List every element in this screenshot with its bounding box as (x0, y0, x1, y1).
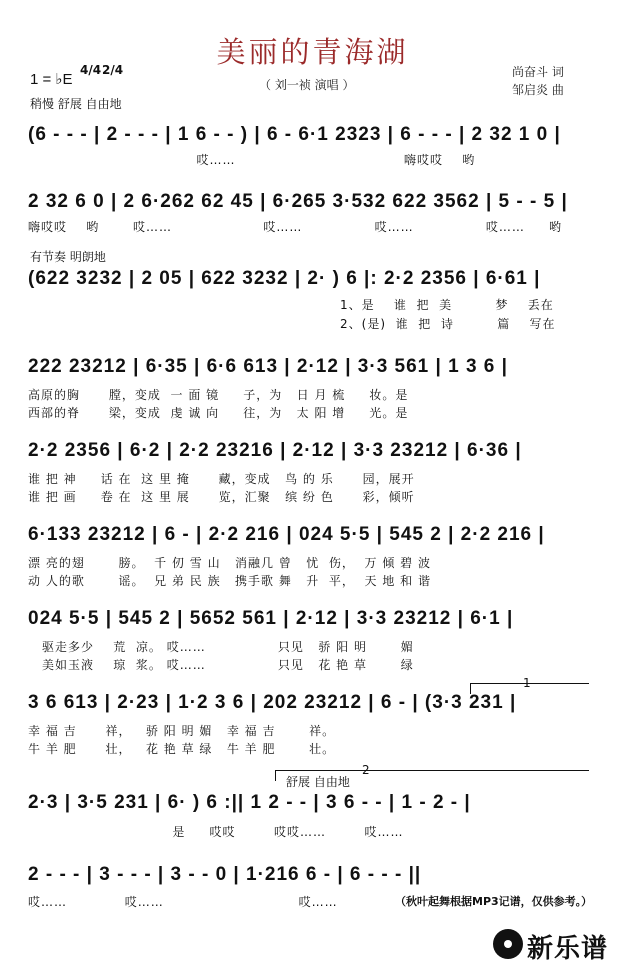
singer-credit: （ 刘一祯 演唱 ） (259, 78, 355, 92)
lyrics-line-9: 是 哎哎 哎哎…… 哎…… (28, 825, 404, 839)
record-disc-icon (493, 929, 523, 959)
logo-text: 新乐谱 (527, 934, 609, 964)
time-signature-4-4: 4/4 (80, 63, 102, 77)
notation-line-4: 222 23212 | 6·35 | 6·6 613 | 2·12 | 3·3 561 | 1 3 6 | (28, 356, 508, 377)
lyrics-line-2: 嗨哎哎 哟 哎…… 哎…… 哎…… 哎…… 哟 (28, 220, 562, 234)
lyrics-verse1-line-3: 1、是 谁 把 美 梦 丢在 (340, 298, 554, 312)
lyrics-verse2-line-8: 牛 羊 肥 壮， 花 艳 草 绿 牛 羊 肥 壮。 (28, 742, 336, 756)
notation-line-6: 6·133 23212 | 6 - | 2·2 216 | 024 5·5 | 545 2 | 2·2 216 | (28, 524, 545, 545)
lyrics-verse1-line-4: 高原的胸 膛，变成 一 面 镜 子，为 日 月 梳 妆。是 (28, 388, 409, 402)
volta-bracket-2: 舒展 自由地 2 (275, 770, 589, 781)
lyrics-verse2-line-6: 动 人的歌 谣。 兄 弟 民 族 携手歌 舞 升 平， 天 地 和 谐 (28, 574, 431, 588)
lyrics-verse2-line-5: 谁 把 画 卷 在 这 里 展 览，汇聚 缤 纷 色 彩，倾听 (28, 490, 415, 504)
lyrics-verse2-line-4: 西部的脊 梁，变成 虔 诚 向 往，为 太 阳 增 光。是 (28, 406, 409, 420)
notation-line-1: (6 - - - | 2 - - - | 1 6 - - ) | 6 - 6·1 2323 | 6 - - - | 2 32 1 0 | (28, 124, 561, 145)
transcription-note: （秋叶起舞根据MP3记谱，仅供参考。） (395, 895, 593, 908)
song-title: 美丽的青海湖 (216, 35, 409, 69)
notation-line-10: 2 - - - | 3 - - - | 3 - - 0 | 1·216 6 - | 6 - - - || (28, 864, 422, 885)
tempo-marking: 稍慢 舒展 自由地 (30, 97, 122, 111)
lyrics-verse2-line-7: 美如玉液 琼 浆。 哎…… 只见 花 艳 草 绿 (42, 658, 414, 672)
notation-line-8: 3 6 613 | 2·23 | 1·2 3 6 | 202 23212 | 6 - | (3·3 231 | (28, 692, 517, 713)
notation-line-7: 024 5·5 | 545 2 | 5652 561 | 2·12 | 3·3 23212 | 6·1 | (28, 608, 514, 629)
key-signature: 1 = ♭E (30, 71, 73, 88)
site-logo (493, 927, 618, 964)
lyrics-verse1-line-8: 幸 福 吉 祥， 骄 阳 明 媚 幸 福 吉 祥。 (28, 724, 336, 738)
lyrics-verse1-line-5: 谁 把 神 话 在 这 里 掩 藏，变成 鸟 的 乐 园，展开 (28, 472, 415, 486)
lyrics-verse2-line-3: 2、(是) 谁 把 诗 篇 写在 (340, 317, 556, 331)
notation-line-3: (622 3232 | 2 05 | 622 3232 | 2· ) 6 |: 2·2 2356 | 6·61 | (28, 268, 541, 289)
notation-line-9: 2·3 | 3·5 231 | 6· ) 6 :|| 1 2 - - | 3 6 - - | 1 - 2 - | (28, 792, 471, 813)
notation-line-2: 2 32 6 0 | 2 6·262 62 45 | 6·265 3·532 622 3562 | 5 - - 5 | (28, 191, 568, 212)
lyrics-verse1-line-7: 驱走多少 荒 凉。 哎…… 只见 骄 阳 明 媚 (42, 640, 414, 654)
time-signature-2-4: 2/4 (102, 63, 124, 77)
composer-credit: 邹启炎 曲 (512, 83, 564, 97)
lyricist-credit: 尚奋斗 词 (512, 65, 564, 79)
lyrics-line-1: 哎…… 嗨哎哎 哟 (28, 153, 476, 167)
lyrics-line-10: 哎…… 哎…… 哎…… (28, 895, 338, 909)
notation-line-5: 2·2 2356 | 6·2 | 2·2 23216 | 2·12 | 3·3 23212 | 6·36 | (28, 440, 522, 461)
section-marking-rhythmic: 有节奏 明朗地 (30, 250, 106, 264)
lyrics-verse1-line-6: 漂 亮的翅 膀。 千 仞 雪 山 消融几 曾 忧 伤， 万 倾 碧 波 (28, 556, 431, 570)
volta-bracket-1: 1 (470, 683, 589, 694)
